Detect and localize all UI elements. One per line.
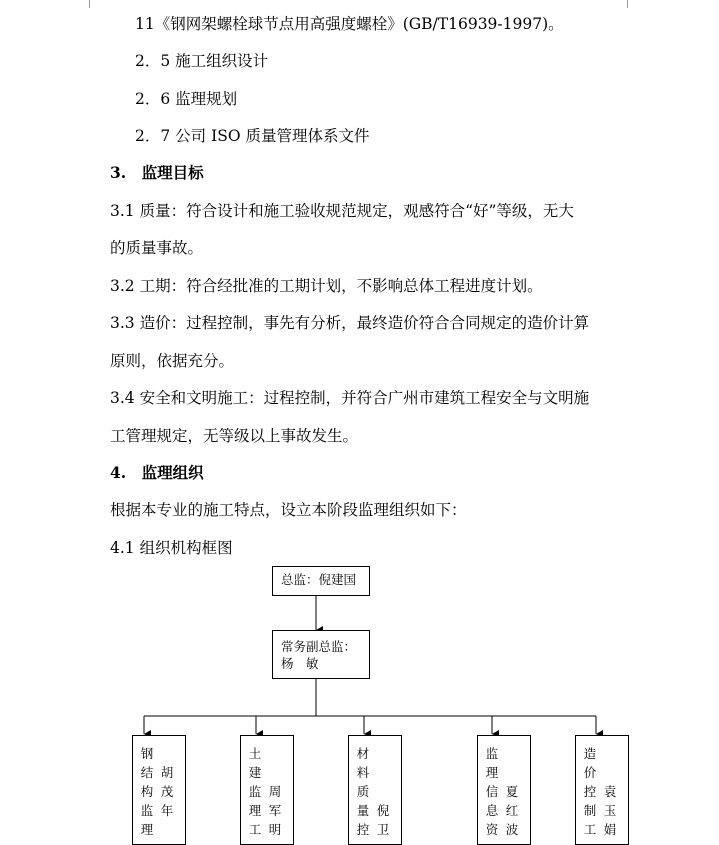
reference-item-11: 11《钢网架螺栓球节点用高强度螺栓》(GB/T16939-1997)。: [135, 15, 564, 33]
role-text: 造价控制工: [583, 746, 597, 837]
reference-item-2-5: 2．5 施工组织设计: [135, 52, 269, 70]
org-box-steel-structure: [132, 735, 186, 845]
org-box-cost-control: [575, 735, 629, 845]
chief-supervisor-label: 总监：倪建国: [281, 572, 357, 587]
staff-name: 胡茂年: [160, 765, 174, 818]
org-box-information: [477, 735, 531, 845]
org-box-civil-engineering: [240, 735, 294, 845]
org-box-deputy-supervisor: [272, 630, 370, 679]
goal-cost-line-2: 原则，依据充分。: [110, 352, 235, 370]
org-intro: 根据本专业的施工特点，设立本阶段监理组织如下：: [110, 501, 467, 519]
goal-schedule: 3.2 工期：符合经批准的工期计划，不影响总体工程进度计划。: [110, 277, 543, 295]
goal-quality-line-2: 的质量事故。: [110, 239, 204, 257]
staff-name: 袁玉娟: [603, 784, 617, 837]
section-heading-3: 3. 监理目标: [110, 163, 204, 182]
goal-safety-line-2: 工管理规定，无等级以上事故发生。: [110, 427, 359, 445]
subsection-heading-4-1: 4.1 组织机构框图: [110, 539, 233, 557]
org-box-material-quality: [348, 735, 402, 845]
org-box-chief-supervisor: [272, 566, 370, 596]
deputy-supervisor-name: 杨 敏: [281, 656, 319, 671]
goal-cost-line-1: 3.3 造价：过程控制，事先有分析，最终造价符合合同规定的造价计算: [110, 314, 590, 332]
section-heading-4: 4. 监理组织: [110, 463, 204, 482]
role-text: 材料质量控: [356, 746, 370, 837]
role-text: 钢结构监理: [140, 746, 154, 837]
staff-name: 周军明: [268, 784, 282, 837]
staff-name: 夏红波: [505, 784, 519, 837]
goal-safety-line-1: 3.4 安全和文明施工：过程控制，并符合广州市建筑工程安全与文明施: [110, 389, 590, 407]
reference-item-2-6: 2．6 监理规划: [135, 90, 238, 108]
goal-quality-line-1: 3.1 质量：符合设计和施工验收规范规定，观感符合“好”等级，无大: [110, 202, 574, 220]
role-text: 监理信息资: [485, 746, 499, 837]
role-text: 土建监理工: [248, 746, 262, 837]
staff-name: 倪卫: [376, 803, 390, 837]
reference-item-2-7: 2．7 公司 ISO 质量管理体系文件: [135, 127, 370, 145]
deputy-supervisor-title: 常务副总监：: [281, 639, 357, 654]
